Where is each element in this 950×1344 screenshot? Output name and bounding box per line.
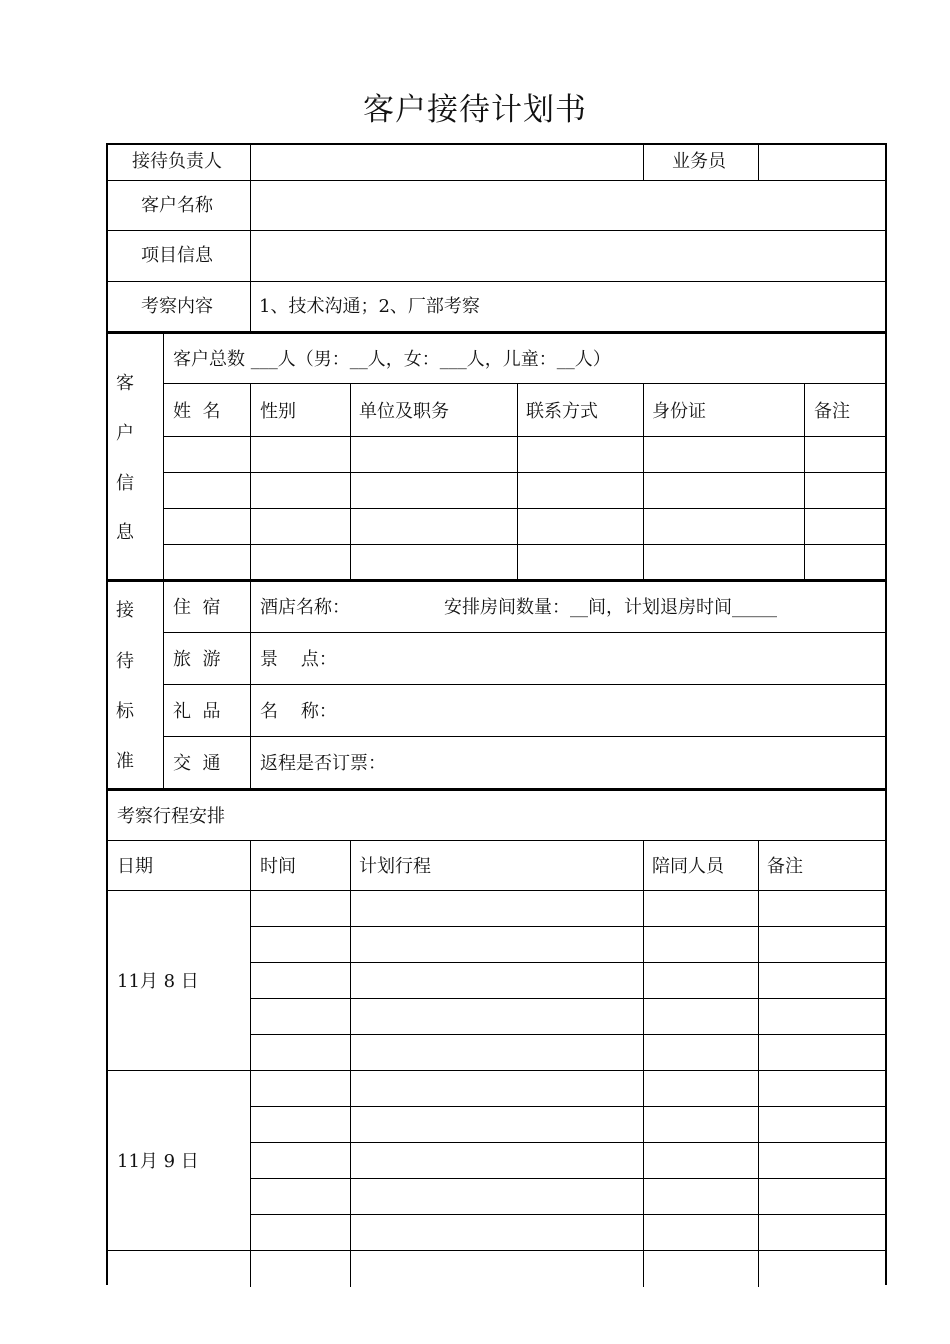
- gift-label: 礼 品: [173, 701, 221, 722]
- scenic-spot-label: 景 点：: [260, 649, 337, 670]
- room-arrangement-text: 安排房间数量：__间，计划退房时间_____: [444, 597, 777, 618]
- customer-section-char-1: 客: [116, 373, 134, 394]
- customer-section-char-3: 信: [116, 473, 134, 494]
- return-ticket-label: 返程是否订票：: [260, 753, 386, 774]
- reception-section-char-2: 待: [116, 651, 134, 672]
- inspection-value: 1、技术沟通；2、厂部考察: [259, 296, 480, 317]
- project-info-label: 项目信息: [141, 245, 213, 266]
- inspection-label: 考察内容: [141, 296, 213, 317]
- salesperson-label: 业务员: [672, 151, 726, 172]
- col-gender: 性别: [260, 401, 296, 422]
- col-escort: 陪同人员: [652, 856, 724, 877]
- lodging-label: 住 宿: [173, 597, 221, 618]
- col-unit-position: 单位及职务: [359, 401, 449, 422]
- page-title: 客户接待计划书: [363, 92, 587, 128]
- client-name-field[interactable]: [251, 181, 885, 230]
- tourism-label: 旅 游: [173, 649, 221, 670]
- reception-section-char-4: 准: [116, 751, 134, 772]
- reception-section-char-1: 接: [116, 600, 134, 621]
- col-name: 姓 名: [173, 401, 221, 422]
- client-name-label: 客户名称: [141, 195, 213, 216]
- host-label: 接待负责人: [132, 151, 222, 172]
- customer-total-line: 客户总数 ___人（男：__人，女：___人，儿童：__人）: [173, 349, 611, 370]
- hotel-name-label: 酒店名称：: [260, 597, 350, 618]
- reception-section-char-3: 标: [116, 701, 134, 722]
- col-id-card: 身份证: [652, 401, 706, 422]
- host-field[interactable]: [251, 145, 643, 180]
- col-itinerary-remarks: 备注: [767, 856, 803, 877]
- col-planned-itinerary: 计划行程: [359, 856, 431, 877]
- customer-section-char-4: 息: [116, 522, 134, 543]
- gift-name-label: 名 称：: [260, 701, 337, 722]
- col-remarks: 备注: [814, 401, 850, 422]
- customer-section-char-2: 户: [116, 423, 134, 444]
- date-day-2: 11月 9 日: [117, 1151, 199, 1172]
- col-time: 时间: [260, 856, 296, 877]
- col-contact: 联系方式: [526, 401, 598, 422]
- project-info-field[interactable]: [251, 231, 885, 281]
- reception-plan-form: [106, 143, 887, 1285]
- itinerary-section-label: 考察行程安排: [117, 806, 225, 827]
- transport-label: 交 通: [173, 753, 221, 774]
- date-day-1: 11月 8 日: [117, 971, 199, 992]
- salesperson-field[interactable]: [759, 145, 885, 180]
- col-date: 日期: [117, 856, 153, 877]
